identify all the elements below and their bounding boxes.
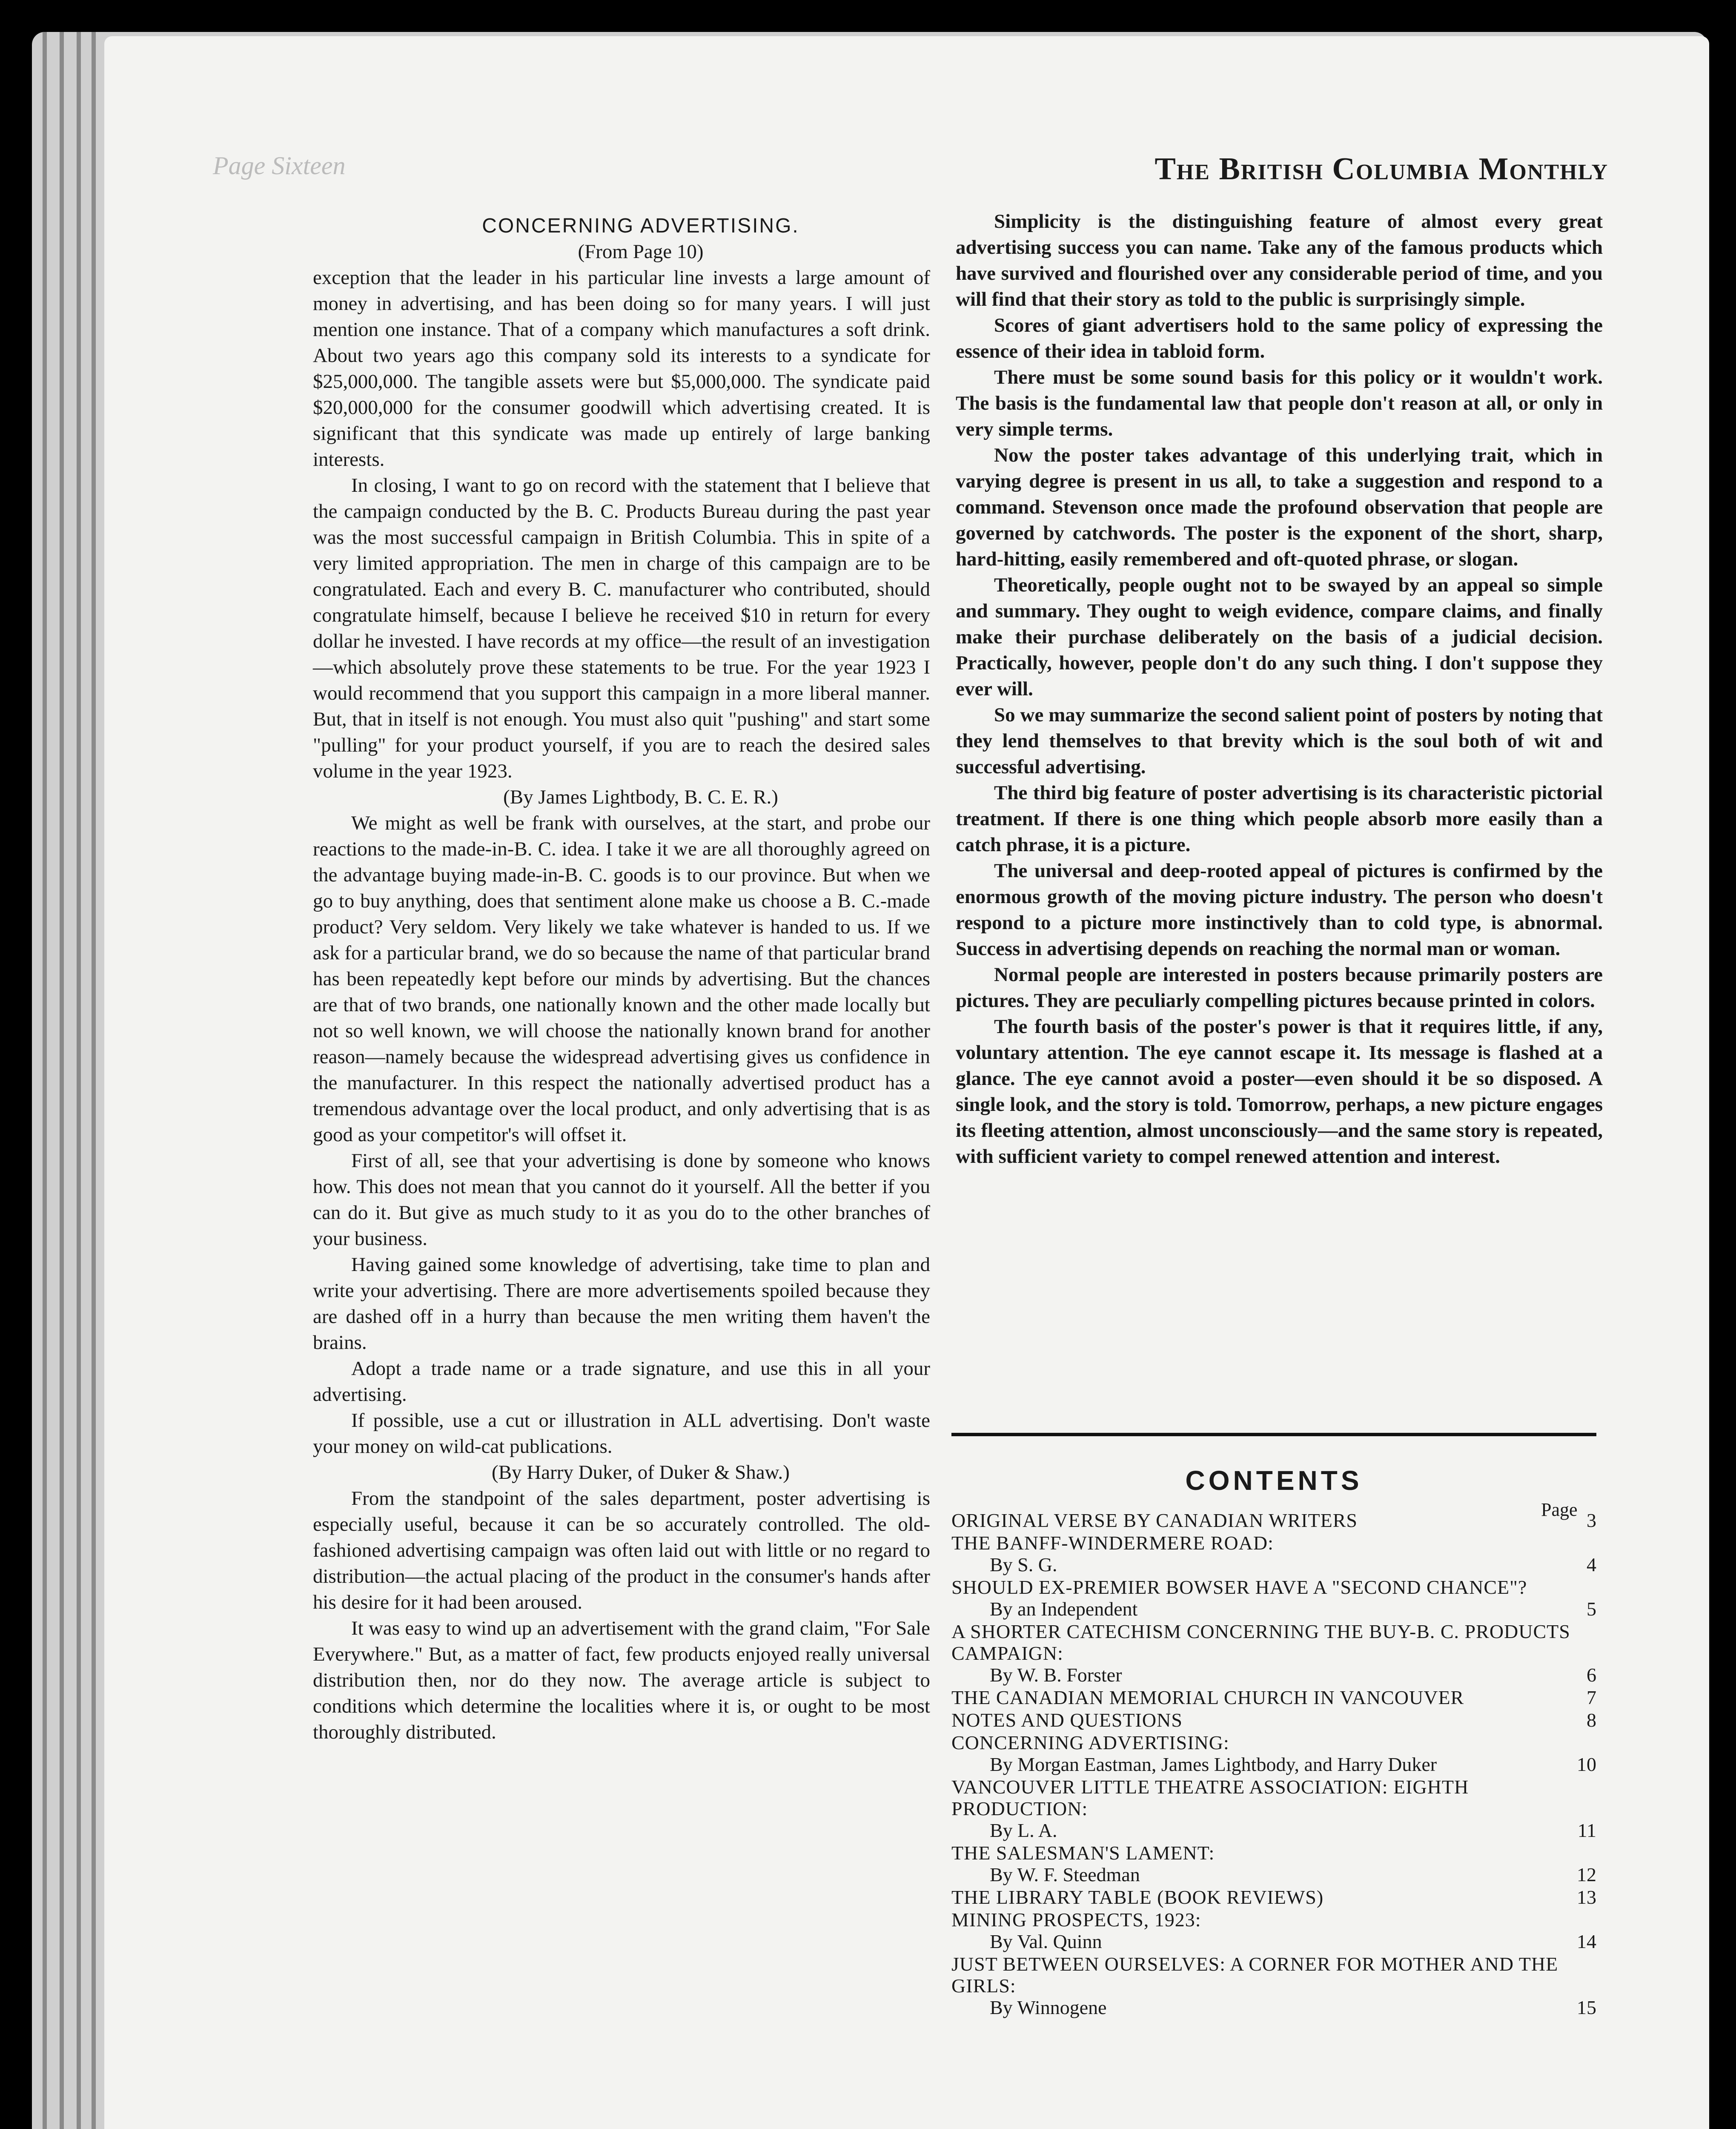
paragraph: Scores of giant advertisers hold to the same policy of expressing the essence of their idea in tabloid form.	[956, 314, 1603, 362]
paragraph: Theoretically, people ought not to be swayed by an appeal so simple and summary. They ought to weigh evidence, compare claims, and finally make their purchase deliberately on the basis of a judicial decision. Practically, however, people don't do any such thing. I don't suppose they ever will.	[956, 574, 1603, 700]
toc-entry[interactable]	[951, 1532, 1596, 1575]
masthead: The British Columbia Monthly	[1154, 152, 1608, 187]
toc-author: By Morgan Eastman, James Lightbody, and Harry Duker	[990, 1753, 1437, 1775]
toc-title: VANCOUVER LITTLE THEATRE ASSOCIATION: EIGHTH PRODUCTION:	[951, 1776, 1469, 1819]
toc-entry[interactable]	[951, 1621, 1596, 1686]
toc-title: THE CANADIAN MEMORIAL CHURCH IN VANCOUVER	[951, 1687, 1464, 1708]
toc-title: NOTES AND QUESTIONS	[951, 1709, 1183, 1731]
paragraph: So we may summarize the second salient point of posters by noting that they lend themselves to that brevity which is the soul both of wit and successful advertising.	[956, 704, 1603, 778]
paragraph: exception that the leader in his particular line invests a large amount of money in advertising, and has been doing so for many years. I will just mention one instance. That of a company which manufactures a soft drink. About two years ago this company sold its interests to a syndicate for $25,000,000. The tangible assets were but $5,000,000. The syndicate paid $20,000,000 for the consumer goodwill which advertising created. It is significant that this syndicate was made up entirely of large banking interests.	[313, 267, 930, 471]
toc-title: A SHORTER CATECHISM CONCERNING THE BUY-B. C. PRODUCTS CAMPAIGN:	[951, 1621, 1570, 1664]
toc-entry[interactable]	[951, 1509, 1596, 1531]
section-divider	[951, 1433, 1596, 1436]
paragraph: There must be some sound basis for this policy or it wouldn't work. The basis is the fundamental law that people don't reason at all, or only in very simple terms.	[956, 366, 1603, 440]
page-edge	[92, 32, 96, 2129]
article-title: CONCERNING ADVERTISING.	[482, 215, 799, 237]
paragraph: It was easy to wind up an advertisement with the grand claim, "For Sale Everywhere." But, as a matter of fact, few products enjoyed really universal distribution then, nor do they now. The average article is subject to conditions which determine the localities where it is, or ought to be most thoroughly distributed.	[313, 1617, 930, 1743]
toc-entry[interactable]	[951, 1732, 1596, 1775]
contents-page-label: Page	[1541, 1499, 1578, 1520]
toc-author: By W. F. Steedman	[990, 1864, 1140, 1885]
byline: (By Harry Duker, of Duker & Shaw.)	[492, 1461, 790, 1483]
paragraph: If possible, use a cut or illustration in ALL advertising. Don't waste your money on wild-cat publications.	[313, 1409, 930, 1458]
toc-author: By L. A.	[990, 1819, 1057, 1841]
paragraph: First of all, see that your advertising is done by someone who knows how. This does not mean that you cannot do it yourself. All the better if you can do it. But give as much study to it as you do to the other branches of your business.	[313, 1150, 930, 1250]
page-edge	[43, 32, 47, 2129]
paragraph: Simplicity is the distinguishing feature of almost every great advertising success you can name. Take any of the famous products which have survived and flourished over any considerable period of time, and you will find that their story as told to the public is surprisingly simple.	[956, 210, 1603, 310]
toc-title: SHOULD EX-PREMIER BOWSER HAVE A "SECOND CHANCE"?	[951, 1576, 1527, 1598]
toc-title: JUST BETWEEN OURSELVES: A CORNER FOR MOTHER AND THE GIRLS:	[951, 1953, 1558, 1997]
toc-author: By S. G.	[990, 1554, 1057, 1575]
paragraph: The fourth basis of the poster's power is that it requires little, if any, voluntary attention. The eye cannot escape it. Its message is flashed at a glance. The eye cannot avoid a poster—even should it be so disposed. A single look, and the story is told. Tomorrow, perhaps, a new picture engages its fleeting attention, almost unconsciously—and the same story is repeated, with sufficient variety to compel renewed attention and interest.	[956, 1016, 1603, 1168]
left-column	[313, 213, 930, 1745]
paragraph: The universal and deep-rooted appeal of pictures is confirmed by the enormous growth of the moving picture industry. The person who doesn't respond to a picture more instinctively than to cold type, is abnormal. Success in advertising depends on reaching the normal man or woman.	[956, 860, 1603, 960]
article-subtitle: (From Page 10)	[578, 241, 704, 263]
toc-author: By Winnogene	[990, 1997, 1107, 2018]
toc-page-number: 7	[1587, 1687, 1596, 1708]
toc-page-number: 3	[1587, 1509, 1596, 1531]
paragraph: Now the poster takes advantage of this underlying trait, which in varying degree is present in us all, to take a suggestion and respond to a command. Stevenson once made the profound observation that people are governed by catchwords. The poster is the exponent of the short, sharp, hard-hitting, easily remembered and oft-quoted phrase, or slogan.	[956, 444, 1603, 570]
table-of-contents	[951, 1509, 1596, 2019]
toc-entry[interactable]	[951, 1687, 1596, 1708]
toc-page-number: 4	[1587, 1554, 1596, 1575]
toc-page-number: 15	[1577, 1997, 1596, 2018]
toc-page-number: 6	[1587, 1664, 1596, 1686]
toc-page-number: 8	[1587, 1709, 1596, 1731]
toc-page-number: 10	[1577, 1753, 1596, 1775]
paragraph: The third big feature of poster advertising is its characteristic pictorial treatment. If there is one thing which people absorb more easily than a catch phrase, it is a picture.	[956, 782, 1603, 856]
toc-page-number: 14	[1577, 1931, 1596, 1952]
toc-entry[interactable]	[951, 1909, 1596, 1952]
paragraph: In closing, I want to go on record with the statement that I believe that the campaign conducted by the B. C. Products Bureau during the past year was the most successful campaign in British Columbia. This in spite of a very limited appropriation. The men in charge of this campaign are to be congratulated. Each and every B. C. manufacturer who contributed, should congratulate himself, because I believe he received $10 in return for every dollar he invested. I have records at my office—the result of an investigation—which absolutely prove these statements to be true. For the year 1923 I would recommend that you support this campaign in a more liberal manner. But, that in itself is not enough. You must also quit "pushing" and start some "pulling" for your product yourself, if you are to reach the desired sales volume in the year 1923.	[313, 474, 930, 782]
toc-page-number: 5	[1587, 1598, 1596, 1620]
toc-entry[interactable]	[951, 1576, 1596, 1620]
page-edge	[77, 32, 81, 2129]
toc-page-number: 11	[1577, 1819, 1596, 1841]
toc-title: MINING PROSPECTS, 1923:	[951, 1909, 1201, 1931]
paragraph: Adopt a trade name or a trade signature, and use this in all your advertising.	[313, 1357, 930, 1406]
toc-title: CONCERNING ADVERTISING:	[951, 1732, 1229, 1753]
toc-author: By W. B. Forster	[990, 1664, 1122, 1686]
paragraph: Having gained some knowledge of advertising, take time to plan and write your advertising. There are more advertisements spoiled because they are dashed off in a hurry than because the men writing them haven't the brains.	[313, 1254, 930, 1354]
right-column	[956, 209, 1603, 1170]
paragraph: We might as well be frank with ourselves, at the start, and probe our reactions to the made-in-B. C. idea. I take it we are all thoroughly agreed on the advantage buying made-in-B. C. goods is to our province. But when we go to buy anything, does that sentiment alone make us choose a B. C.-made product? Very seldom. Very likely we take whatever is handed to us. If we ask for a particular brand, we do so because the name of that particular brand has been repeatedly kept before our minds by advertising. But the chances are that of two brands, one nationally known and the other made locally but not so well known, we will choose the nationally known brand for another reason—namely because the widespread advertising gives us confidence in the manufacturer. In this respect the nationally advertised product has a tremendous advantage over the local product, and only advertising that is as good as your competitor's will offset it.	[313, 812, 930, 1146]
toc-author: By Val. Quinn	[990, 1931, 1102, 1952]
toc-title: THE LIBRARY TABLE (BOOK REVIEWS)	[951, 1886, 1324, 1908]
folio: Page Sixteen	[213, 152, 346, 180]
paragraph: From the standpoint of the sales department, poster advertising is especially useful, because it can be so accurately controlled. The old-fashioned advertising campaign was often laid out with little or no regard to distribution—the actual placing of the product in the consumer's hands after his desire for it had been aroused.	[313, 1487, 930, 1613]
byline: (By James Lightbody, B. C. E. R.)	[503, 786, 778, 808]
page-edge	[60, 32, 64, 2129]
toc-entry[interactable]	[951, 1842, 1596, 1885]
toc-title: THE SALESMAN'S LAMENT:	[951, 1842, 1215, 1864]
toc-author: By an Independent	[990, 1598, 1138, 1620]
contents-heading: CONTENTS	[1185, 1465, 1363, 1496]
paragraph: Normal people are interested in posters because primarily posters are pictures. They are peculiarly compelling pictures because printed in colors.	[956, 964, 1603, 1012]
toc-page-number: 12	[1577, 1864, 1596, 1885]
toc-title: ORIGINAL VERSE BY CANADIAN WRITERS	[951, 1509, 1358, 1531]
toc-title: THE BANFF-WINDERMERE ROAD:	[951, 1532, 1274, 1554]
toc-entry[interactable]	[951, 1953, 1596, 2018]
toc-entry[interactable]	[951, 1709, 1596, 1731]
toc-entry[interactable]	[951, 1886, 1596, 1908]
toc-entry[interactable]	[951, 1776, 1596, 1841]
toc-page-number: 13	[1577, 1886, 1596, 1908]
